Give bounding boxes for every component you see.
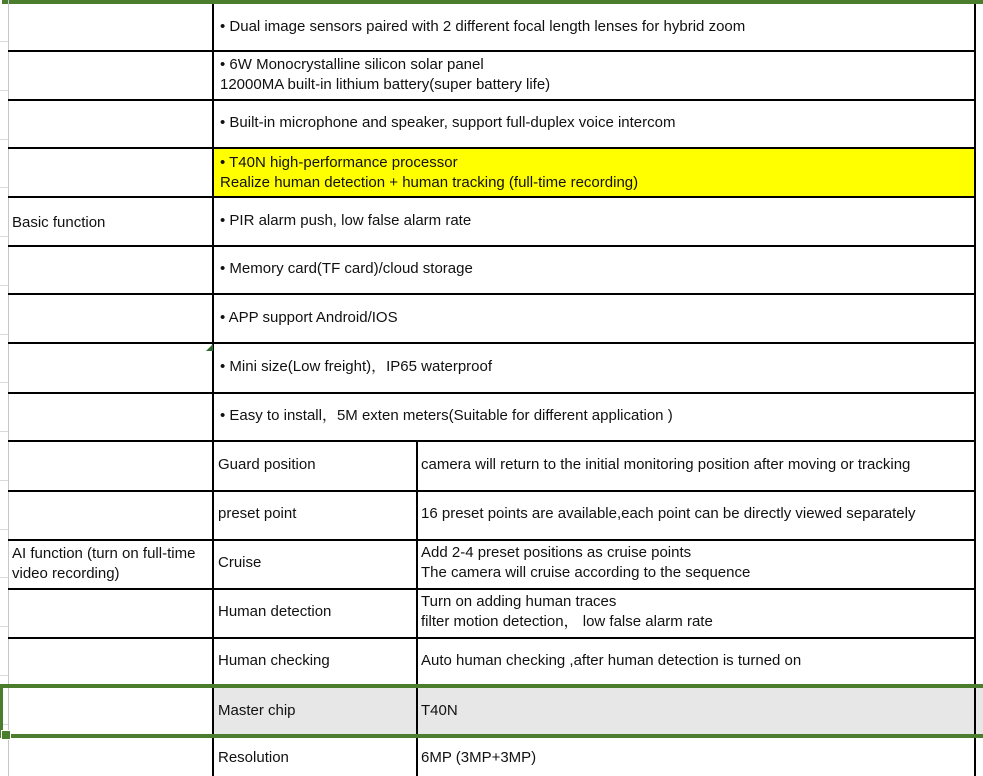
- feature-row[interactable]: [220, 294, 972, 341]
- section-label-ai[interactable]: [12, 441, 210, 687]
- bottom-row-value[interactable]: [421, 740, 973, 776]
- ai-feature-name[interactable]: [218, 588, 414, 636]
- ai-feature-desc[interactable]: [421, 490, 973, 538]
- grid-line: [0, 431, 8, 432]
- selection-border-left: [0, 684, 3, 738]
- ai-feature-desc[interactable]: [421, 637, 973, 685]
- grid-line: [212, 4, 214, 776]
- grid-line: [0, 334, 8, 335]
- cell-text: 16 preset points are available,each point can be directly viewed separately: [421, 505, 916, 522]
- grid-line: [0, 382, 8, 383]
- grid-line: [0, 675, 8, 676]
- sheet-edge-line: [8, 0, 9, 776]
- selection-border-bottom: [0, 734, 983, 738]
- grid-line: [0, 285, 8, 286]
- feature-row[interactable]: [220, 197, 972, 244]
- cell-text: Turn on adding human traces: [421, 593, 617, 610]
- feature-row-highlighted[interactable]: [220, 149, 972, 196]
- feature-row[interactable]: [220, 100, 972, 146]
- cell-text: The camera will cruise according to the sequence: [421, 564, 751, 581]
- cell-text: Auto human checking ,after human detection is turned on: [421, 652, 802, 669]
- cell-text: filter motion detection， low false alarm rate: [421, 613, 713, 630]
- feature-text: • Built-in microphone and speaker, support full-duplex voice intercom: [220, 114, 676, 131]
- grid-line: [0, 577, 8, 578]
- feature-text: • Mini size(Low freight)，IP65 waterproof: [220, 358, 493, 375]
- feature-text: Realize human detection + human tracking (full-time recording): [220, 173, 639, 191]
- cell-text: 6MP (3MP+3MP): [421, 749, 537, 766]
- cell-text: preset point: [218, 505, 297, 522]
- grid-line: [416, 441, 418, 776]
- cell-text: Human checking: [218, 652, 330, 669]
- feature-text: 12000MA built-in lithium battery(super battery life): [220, 76, 551, 93]
- ai-feature-desc[interactable]: [421, 588, 973, 636]
- ai-feature-name[interactable]: [218, 539, 414, 587]
- ai-feature-name[interactable]: [218, 490, 414, 538]
- cell-text: Master chip: [218, 702, 296, 719]
- feature-text: • Memory card(TF card)/cloud storage: [220, 260, 473, 277]
- cell-text: camera will return to the initial monitoring position after moving or tracking: [421, 456, 911, 473]
- ai-feature-desc[interactable]: [421, 539, 973, 587]
- grid-line: [0, 90, 8, 91]
- section-label-text: Basic function: [12, 213, 106, 231]
- grid-line: [0, 529, 8, 530]
- feature-text: • APP support Android/IOS: [220, 308, 398, 326]
- feature-row[interactable]: [220, 4, 972, 50]
- ai-feature-name[interactable]: [218, 441, 414, 489]
- ai-feature-name[interactable]: [218, 637, 414, 685]
- ai-feature-desc[interactable]: [421, 441, 973, 489]
- feature-text: • Easy to install，5M exten meters(Suitable for different application ): [220, 407, 673, 424]
- feature-row[interactable]: [220, 51, 972, 99]
- grid-line: [0, 41, 8, 42]
- section-label-basic[interactable]: [12, 4, 208, 441]
- selected-row-value[interactable]: [421, 688, 973, 734]
- cell-text: Cruise: [218, 554, 262, 571]
- bottom-row-name[interactable]: [218, 740, 414, 776]
- grid-line: [0, 187, 8, 188]
- section-label-text: AI function (turn on full-time video recording): [12, 545, 196, 582]
- selected-row-name[interactable]: [218, 688, 414, 734]
- cell-text: Guard position: [218, 456, 316, 473]
- cell-text: Resolution: [218, 749, 289, 766]
- selection-border-top: [0, 684, 983, 688]
- feature-row[interactable]: [220, 393, 972, 439]
- grid-line: [0, 480, 8, 481]
- grid-line: [0, 236, 8, 237]
- feature-row[interactable]: [220, 343, 972, 391]
- feature-text: • PIR alarm push, low false alarm rate: [220, 211, 472, 229]
- feature-text: • 6W Monocrystalline silicon solar panel: [220, 56, 484, 73]
- feature-text: • Dual image sensors paired with 2 different focal length lenses for hybrid zoom: [220, 18, 746, 35]
- feature-row[interactable]: [220, 246, 972, 292]
- cell-text: Human detection: [218, 603, 332, 620]
- grid-line: [974, 4, 976, 776]
- cell-text: Add 2-4 preset positions as cruise points: [421, 544, 692, 561]
- grid-line: [0, 626, 8, 627]
- feature-text: • T40N high-performance processor: [220, 153, 458, 171]
- grid-line: [0, 139, 8, 140]
- cell-text: T40N: [421, 702, 458, 719]
- selection-drag-handle[interactable]: [2, 731, 10, 739]
